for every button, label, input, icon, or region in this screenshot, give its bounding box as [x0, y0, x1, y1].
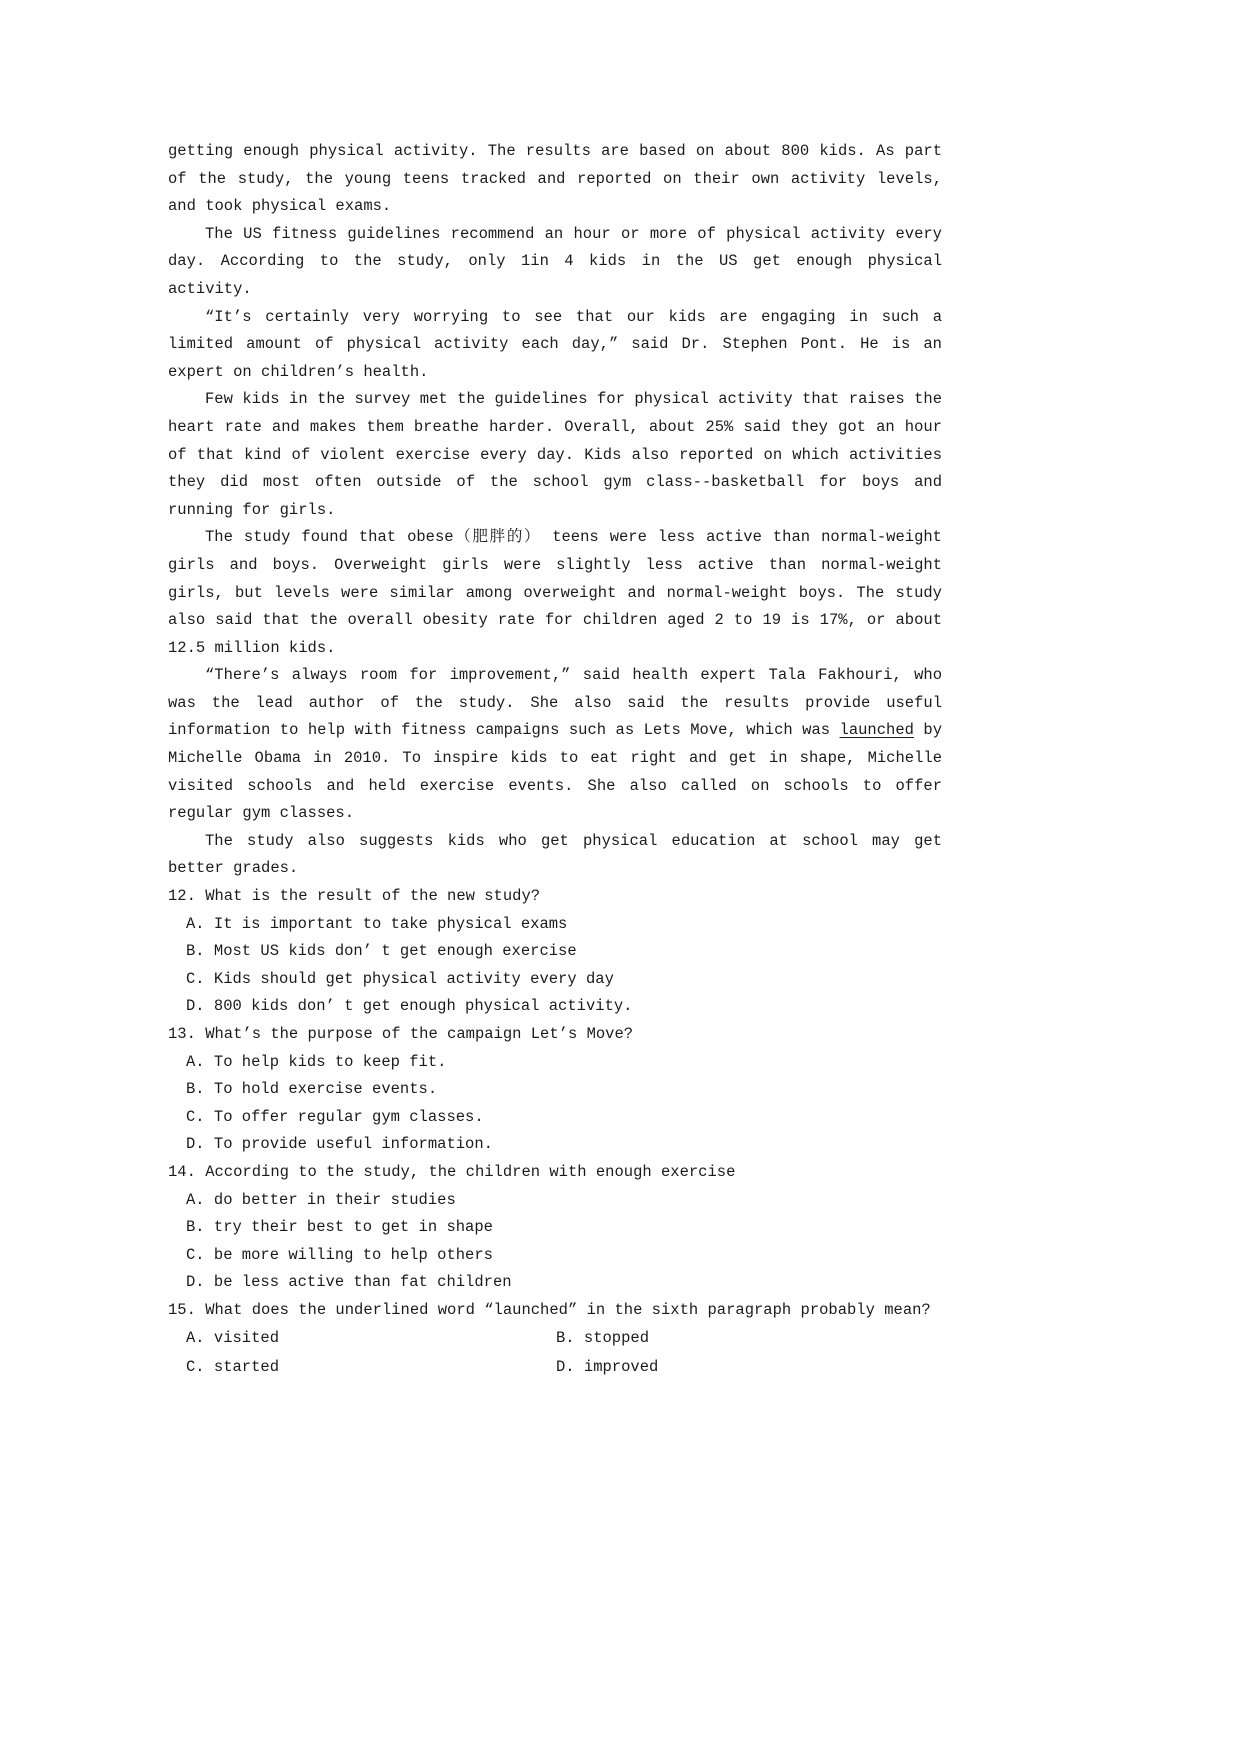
- article-paragraph: The US fitness guidelines recommend an hour or more of physical activity every day. According to the study, only 1in 4 kids in the US get enough physical activity.: [168, 224, 942, 298]
- question-14: [168, 1159, 942, 1297]
- underlined-word: launched: [839, 721, 914, 740]
- question-option: D. To provide useful information.: [186, 1135, 493, 1154]
- article-paragraph: “It’s certainly very worrying to see that our kids are engaging in such a limited amount of physical activity each day,” said Dr. Stephen Pont. He is an expert on children’s health.: [168, 307, 942, 381]
- paragraph-text: “There’s always room for improvement,” said health expert Tala Fakhouri, who was the lead author of the study. She also said the results provide useful information to help with fitness campaigns such as Lets Move, which was: [168, 666, 942, 740]
- question-option: B. To hold exercise events.: [186, 1080, 438, 1099]
- question-option: A. do better in their studies: [186, 1190, 456, 1209]
- question-options-two-column: [168, 1325, 942, 1382]
- question-option: D. improved: [556, 1358, 659, 1377]
- question-option: A. visited: [186, 1328, 280, 1347]
- question-stem: 13. What’s the purpose of the campaign Let’s Move?: [168, 1025, 634, 1043]
- question-option: C. started: [186, 1358, 280, 1377]
- question-option: A. It is important to take physical exams: [186, 914, 568, 933]
- question-12: [168, 883, 942, 1021]
- question-option: B. stopped: [556, 1328, 650, 1347]
- question-option: D. be less active than fat children: [186, 1273, 512, 1292]
- article-paragraph: getting enough physical activity. The results are based on about 800 kids. As part of the study, the young teens tracked and reported on their own activity levels, and took physical exams.: [168, 142, 942, 216]
- question-option: C. To offer regular gym classes.: [186, 1107, 484, 1126]
- question-option: D. 800 kids don’ t get enough physical activity.: [186, 997, 633, 1016]
- question-stem: 14. According to the study, the children with enough exercise: [168, 1162, 736, 1181]
- article-paragraph-with-underlined-word: [168, 662, 942, 828]
- article-paragraph: Few kids in the survey met the guidelines for physical activity that raises the heart rate and makes them breathe harder. Overall, about 25% said they got an hour of that kind of violent exercise every day. Kids also reported on which activities they did most often outside of the school gym class--basketball for boys and running for girls.: [168, 390, 942, 519]
- paragraph-text: by Michelle Obama in 2010. To inspire kids to eat right and get in shape, Michelle visited schools and held exercise events. She also called on schools to offer regular gym classes.: [168, 721, 942, 823]
- question-15: [168, 1297, 942, 1382]
- reading-passage-and-questions: [168, 138, 942, 1382]
- question-stem: 15. What does the underlined word “launched” in the sixth paragraph probably mean?: [168, 1300, 931, 1319]
- question-13: [168, 1021, 942, 1159]
- question-option: C. be more willing to help others: [186, 1245, 493, 1264]
- question-option: B. Most US kids don’ t get enough exercise: [186, 942, 577, 961]
- question-option: B. try their best to get in shape: [186, 1218, 493, 1237]
- question-option: A. To help kids to keep fit.: [186, 1052, 447, 1071]
- article-paragraph: The study also suggests kids who get physical education at school may get better grades.: [168, 831, 942, 878]
- question-stem: 12. What is the result of the new study?: [168, 887, 541, 906]
- article-paragraph: The study found that obese（肥胖的） teens were less active than normal-weight girls and boys. Overweight girls were slightly less active than normal-weight girls, but levels were similar among overweight and normal-weight boys. The study also said that the overall obesity rate for children aged 2 to 19 is 17%, or about 12.5 million kids.: [168, 528, 942, 657]
- question-option: C. Kids should get physical activity every day: [186, 969, 614, 988]
